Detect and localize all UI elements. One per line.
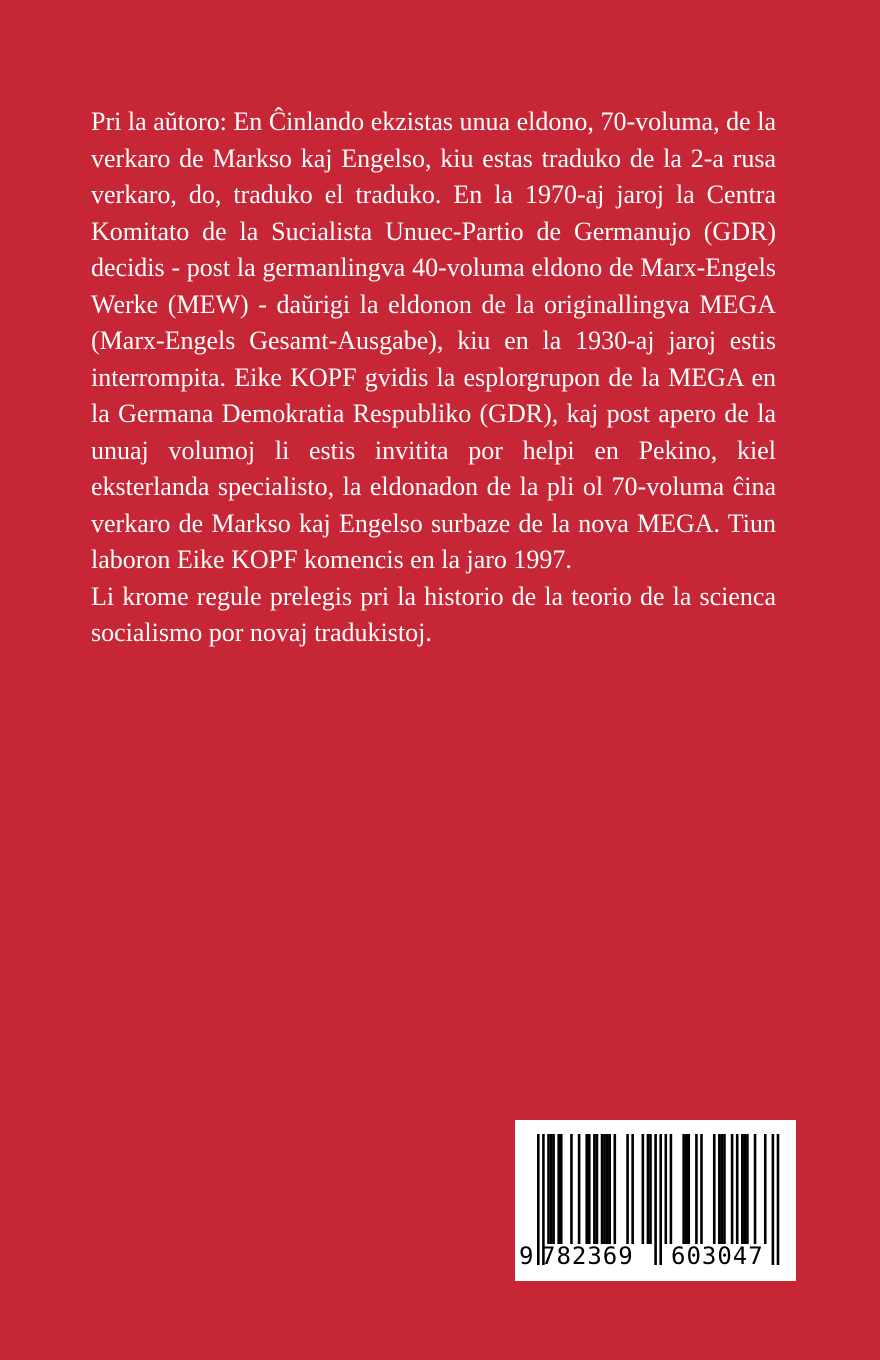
barcode-bar bbox=[560, 1134, 563, 1244]
barcode-bar bbox=[718, 1134, 721, 1244]
barcode-bar bbox=[552, 1134, 555, 1244]
barcode-bar bbox=[631, 1134, 634, 1244]
barcode-first-digit: 9 bbox=[519, 1242, 535, 1270]
barcode-bar bbox=[682, 1134, 685, 1244]
barcode-bar bbox=[550, 1134, 553, 1244]
barcode-bar bbox=[642, 1134, 645, 1244]
barcode-right-digits: 603047 bbox=[671, 1242, 764, 1270]
barcode-bar bbox=[608, 1134, 611, 1244]
barcode-bar bbox=[557, 1134, 560, 1244]
barcode-bar bbox=[606, 1134, 609, 1244]
barcode-bar bbox=[626, 1134, 629, 1244]
barcode-bar bbox=[744, 1134, 747, 1244]
barcode-bar bbox=[665, 1134, 668, 1244]
barcode-bar bbox=[614, 1134, 617, 1244]
bio-paragraph-1: Pri la aŭtoro: En Ĉinlando ekzistas unua eldono, 70-voluma, de la verkaro de Markso kaj Engelso, kiu estas traduko de la 2-a rusa verkaro, do, traduko el traduko. En la 1970-aj jaroj la Centra Komitato de la Sucialista Unuec-Partio de Germanujo (GDR) decidis - post la germanlingva 40-voluma eldono de Marx-Engels Werke (MEW) - daŭrigi la eldonon de la originallingva MEGA (Marx-Engels Gesamt-Ausgabe), kiu en la 1930-aj jaroj estis interrompita. Eike KOPF gvidis la esplorgrupon de la MEGA en la Germana Demokratia Respubliko (GDR), kaj post apero de la unuaj volumoj li estis invitita por helpi en Pekino, kiel eksterlanda specialisto, la eldonadon de la pli ol 70-voluma ĉina verkaro de Markso kaj Engelso surbaze de la nova MEGA. Tiun laboron Eike KOPF komencis en la jaro 1997. bbox=[91, 107, 776, 574]
barcode-bar bbox=[754, 1134, 757, 1244]
barcode-bar bbox=[547, 1134, 550, 1244]
barcode-bar bbox=[647, 1134, 650, 1244]
barcode-left-digits: 782369 bbox=[541, 1242, 634, 1270]
barcode-bar bbox=[670, 1134, 673, 1244]
barcode-guard-bar bbox=[777, 1134, 780, 1265]
barcode-bar bbox=[736, 1134, 739, 1244]
barcode-bar bbox=[578, 1134, 581, 1244]
barcode-bar bbox=[746, 1134, 749, 1244]
barcode-bar bbox=[596, 1134, 599, 1244]
barcode-bar bbox=[588, 1134, 591, 1244]
bio-paragraph-2: Li krome regule prelegis pri la historio de la teorio de la scienca socialismo por novaj tradukistoj. bbox=[91, 581, 776, 647]
barcode-guard-bar bbox=[654, 1134, 657, 1265]
barcode-bar bbox=[593, 1134, 596, 1244]
barcode-guard-bar bbox=[659, 1134, 662, 1265]
barcode-bar bbox=[685, 1134, 688, 1244]
author-bio bbox=[91, 104, 776, 652]
barcode-bar bbox=[721, 1134, 724, 1244]
barcode-bar bbox=[601, 1134, 604, 1244]
barcode-bar bbox=[570, 1134, 573, 1244]
barcode-bar bbox=[723, 1134, 726, 1244]
barcode-bar bbox=[603, 1134, 606, 1244]
barcode-bar bbox=[741, 1134, 744, 1244]
barcode-guard-bar bbox=[537, 1134, 540, 1265]
barcode-bar bbox=[700, 1134, 703, 1244]
isbn-barcode bbox=[515, 1120, 796, 1281]
barcode-bar bbox=[731, 1134, 734, 1244]
barcode-bar bbox=[713, 1134, 716, 1244]
barcode-bar bbox=[687, 1134, 690, 1244]
barcode-bar bbox=[585, 1134, 588, 1244]
barcode-guard-bar bbox=[772, 1134, 775, 1265]
barcode-bar bbox=[695, 1134, 698, 1244]
barcode-bar bbox=[649, 1134, 652, 1244]
barcode-bar bbox=[764, 1134, 767, 1244]
